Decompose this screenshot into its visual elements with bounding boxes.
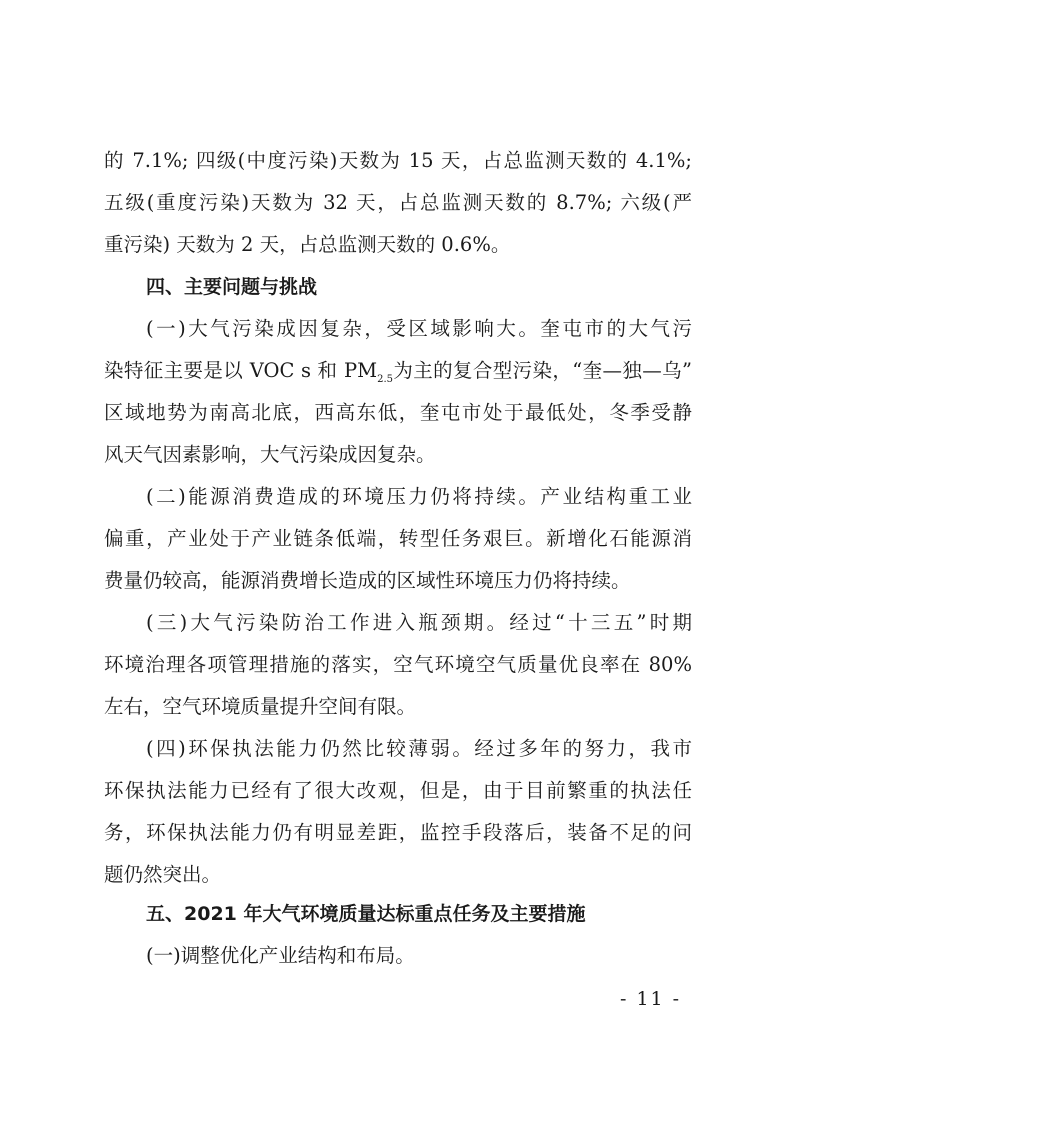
text-fragment: 为主的复合型污染，“奎—独—乌” <box>392 359 692 382</box>
text-line: (一)调整优化产业结构和布局。 <box>146 944 415 967</box>
text-line: 风天气因素影响，大气污染成因复杂。 <box>104 443 436 466</box>
section-heading-4: 四、主要问题与挑战 <box>146 276 318 298</box>
text-line: (二)能源消费造成的环境压力仍将持续。产业结构重工业 <box>146 485 692 508</box>
text-line: 区域地势为南高北底，西高东低，奎屯市处于最低处，冬季受静 <box>104 401 692 424</box>
text-line: 的 7.1%; 四级(中度污染)天数为 15 天，占总监测天数的 4.1%; <box>104 149 692 172</box>
section-heading-5: 五、2021 年大气环境质量达标重点任务及主要措施 <box>146 903 586 925</box>
text-line: (四)环保执法能力仍然比较薄弱。经过多年的努力，我市 <box>146 737 692 760</box>
page-number: - 11 - <box>620 988 682 1010</box>
text-line: 环保执法能力已经有了很大改观，但是，由于目前繁重的执法任 <box>104 779 692 802</box>
text-line: 五级(重度污染)天数为 32 天，占总监测天数的 8.7%; 六级(严 <box>104 191 692 214</box>
text-line: 环境治理各项管理措施的落实，空气环境空气质量优良率在 80% <box>104 653 692 676</box>
text-line: (三)大气污染防治工作进入瓶颈期。经过“十三五”时期 <box>146 611 692 634</box>
subscript: 2.5 <box>377 374 393 385</box>
text-line-with-subscript <box>104 355 692 387</box>
text-line: 偏重，产业处于产业链条低端，转型任务艰巨。新增化石能源消 <box>104 527 692 550</box>
text-line: (一)大气污染成因复杂，受区域影响大。奎屯市的大气污 <box>146 317 692 340</box>
text-line: 务，环保执法能力仍有明显差距，监控手段落后，装备不足的问 <box>104 821 692 844</box>
text-line: 题仍然突出。 <box>104 863 222 886</box>
text-line: 费量仍较高，能源消费增长造成的区域性环境压力仍将持续。 <box>104 569 631 592</box>
text-fragment: 染特征主要是以 VOC s 和 PM <box>104 359 378 382</box>
text-line: 重污染) 天数为 2 天，占总监测天数的 0.6%。 <box>104 233 511 256</box>
text-line: 左右，空气环境质量提升空间有限。 <box>104 695 417 718</box>
